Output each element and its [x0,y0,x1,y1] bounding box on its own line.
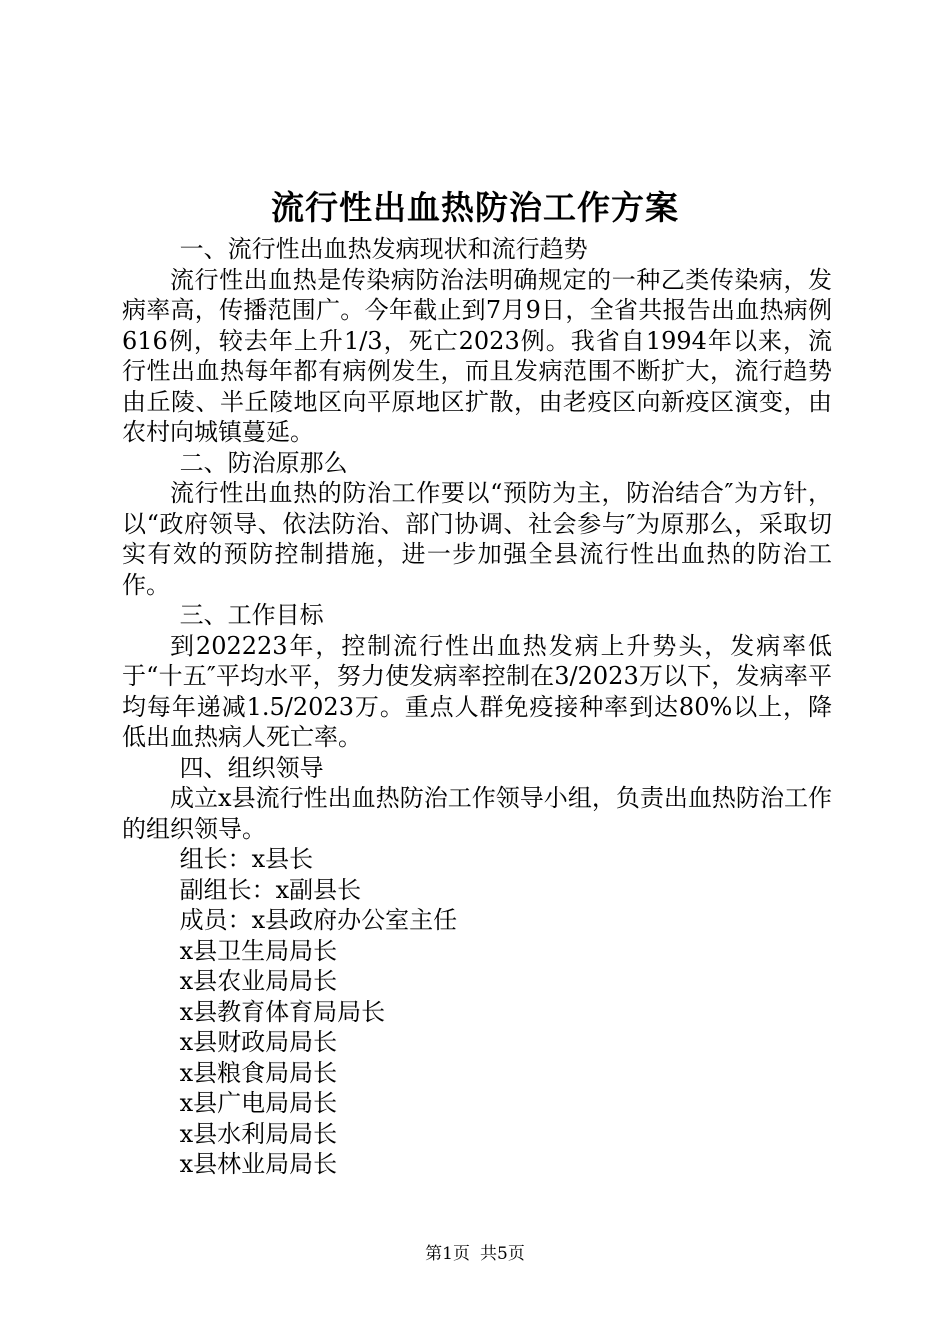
list-item: 成员：x县政府办公室主任 [179,906,458,934]
document-title: 流行性出血热防治工作方案 [271,188,679,227]
paragraph: 成立x县流行性出血热防治工作领导小组，负责出血热防治工作的组织领导。 [122,784,832,843]
section-heading: 三、工作目标 [179,601,324,629]
page-total: 共5页 [480,1244,525,1264]
document-body [122,234,832,1180]
list-item: x县粮食局局长 [179,1058,338,1087]
list-item: x县财政局局长 [179,1028,338,1056]
list-item: x县农业局局长 [179,967,338,995]
list-item: x县林业局局长 [179,1150,338,1178]
list-item: 副组长：x副县长 [179,875,362,904]
section-heading: 四、组织领导 [179,753,324,782]
paragraph: 流行性出血热的防治工作要以“预防为主，防治结合″为方针，以“政府领导、依法防治、部门协调、社会参与″为原那么，采取切实有效的预防控制措施，进一步加强全县流行性出血热的防治工作。 [122,479,832,599]
page-number: 第1页 [425,1244,470,1264]
list-item: x县教育体育局局长 [179,997,386,1026]
list-item: x县卫生局局长 [179,936,338,965]
section-heading: 一、流行性出血热发病现状和流行趋势 [179,235,588,263]
list-item: x县广电局局长 [179,1089,338,1117]
section-heading: 二、防治原那么 [179,448,348,477]
list-item: 组长：x县长 [179,845,314,873]
list-item: x县水利局局长 [179,1119,338,1148]
page-footer [0,1242,950,1266]
paragraph: 到202223年，控制流行性出血热发病上升势头，发病率低于“十五″平均水平，努力使发病率控制在3/2023万以下，发病率平均每年递减1.5/2023万。重点人群免疫接种率到达80%以上，降低出血热病人死亡率。 [122,631,832,751]
paragraph: 流行性出血热是传染病防治法明确规定的一种乙类传染病，发病率高，传播范围广。今年截止到7月9日，全省共报告出血热病例616例，较去年上升1/3，死亡2023例。我省自1994年以来，流行性出血热每年都有病例发生，而且发病范围不断扩大，流行趋势由丘陵、半丘陵地区向平原地区扩散，由老疫区向新疫区演变，由农村向城镇蔓延。 [122,265,832,446]
